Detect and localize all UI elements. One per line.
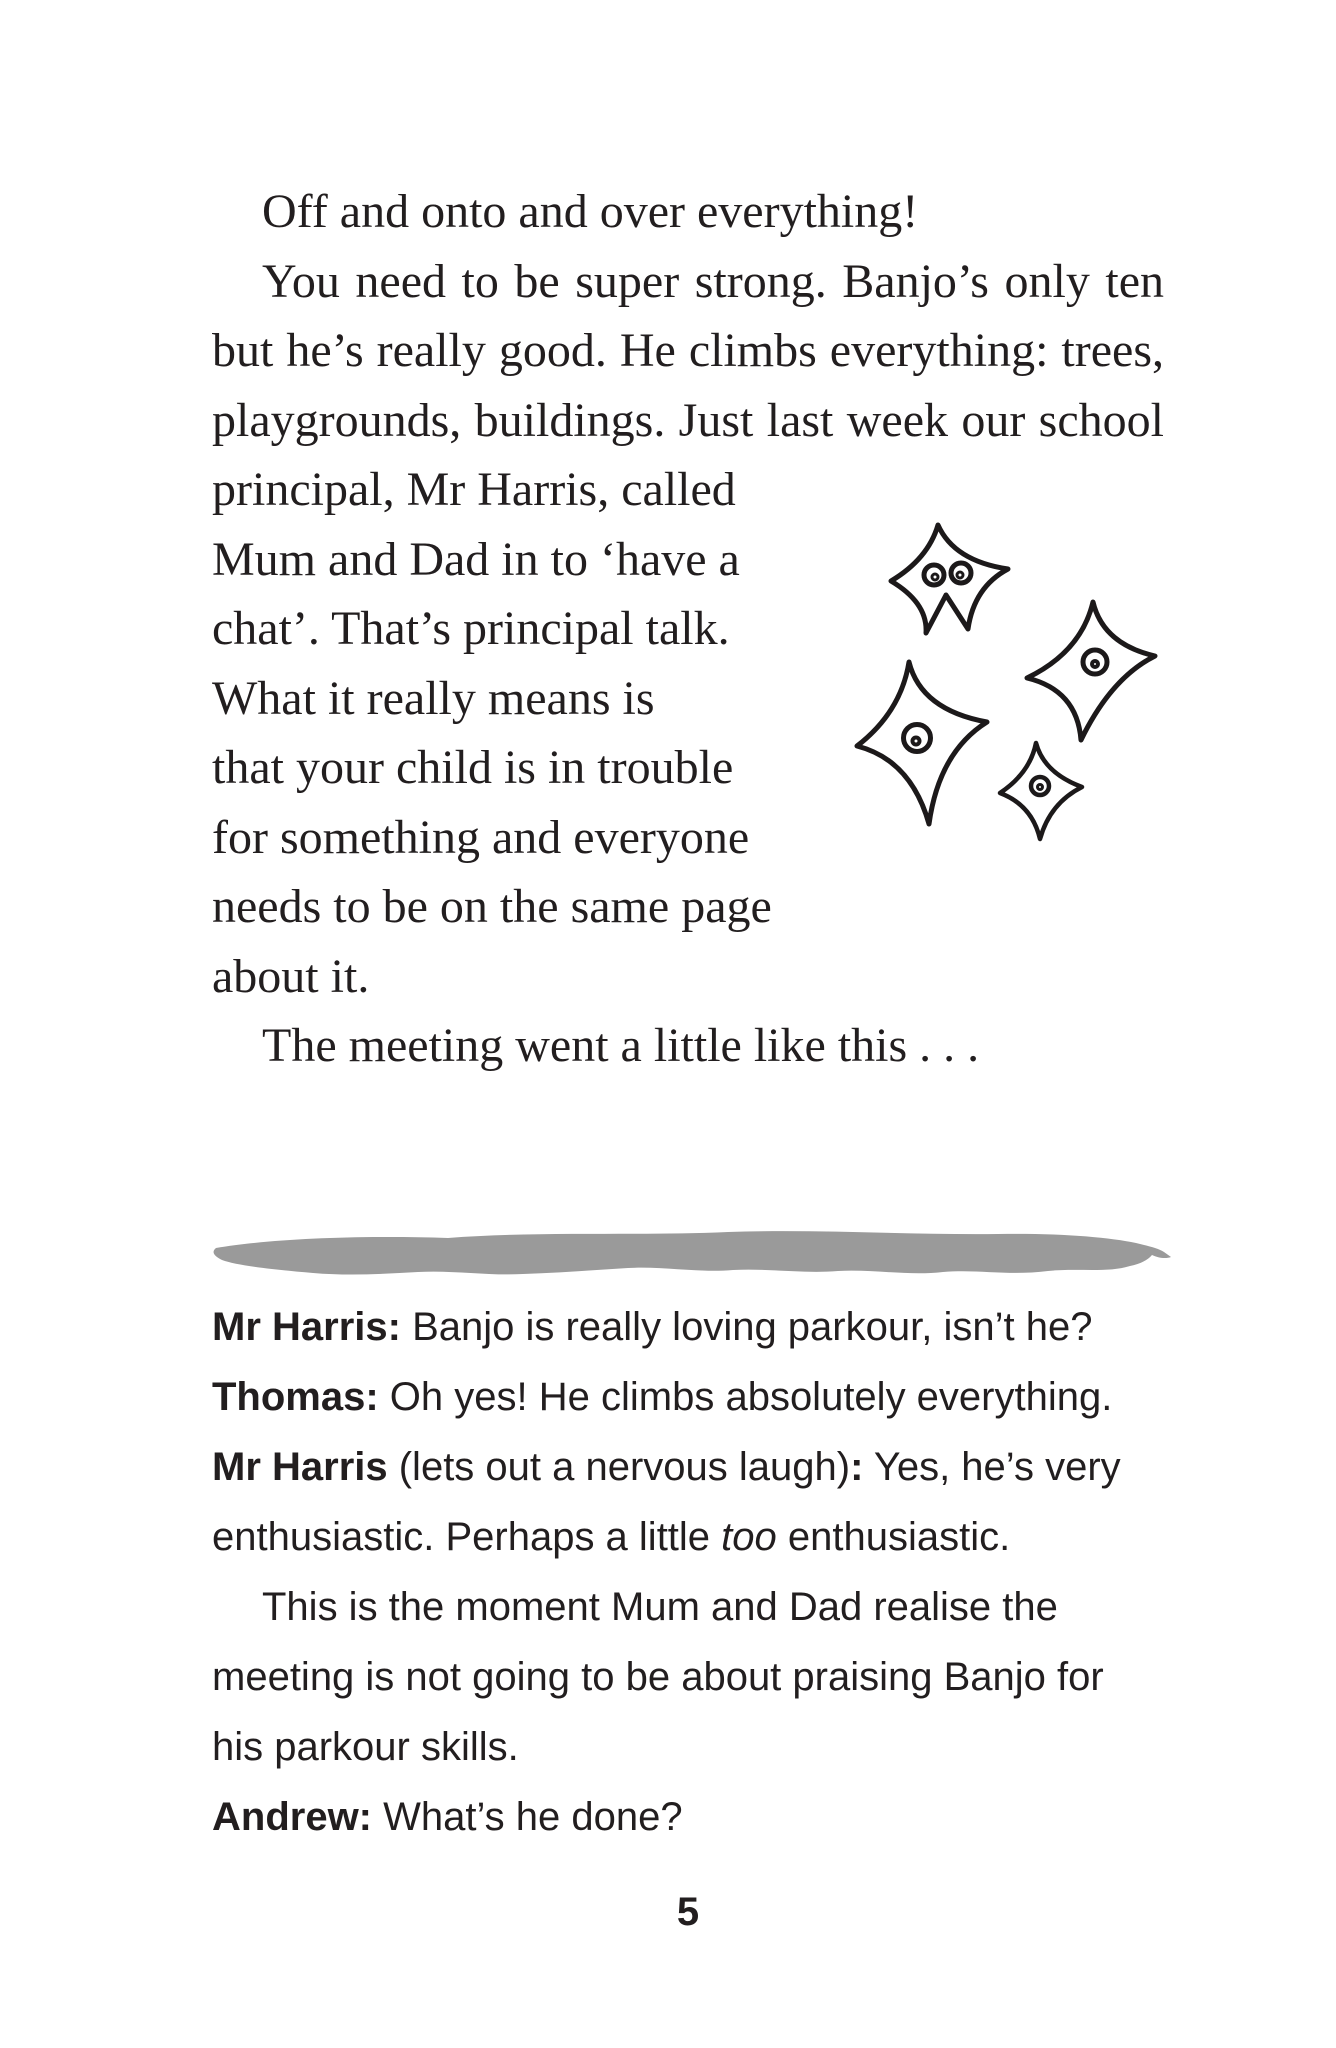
star-pupil-icon bbox=[1093, 662, 1097, 666]
dialogue-italic-text: too bbox=[721, 1515, 777, 1559]
star-pupil-icon bbox=[1039, 786, 1042, 789]
dialogue-line bbox=[212, 1502, 1164, 1572]
narrative-line: playgrounds, buildings. Just last week our school bbox=[212, 393, 1164, 447]
dialogue-line bbox=[212, 1292, 1164, 1362]
dialogue-bold-text: : bbox=[850, 1445, 864, 1489]
dialogue-line bbox=[212, 1712, 1164, 1782]
narrative-line: principal, Mr Harris, called bbox=[212, 463, 736, 516]
ninja-star-outline bbox=[891, 525, 1008, 633]
dialogue-text: Banjo is really loving parkour, isn’t he? bbox=[400, 1305, 1093, 1349]
narrative-line: about it. bbox=[212, 949, 370, 1003]
ninja-star-outline bbox=[1000, 743, 1082, 839]
narrative-line: What it really means is bbox=[212, 671, 655, 725]
narrative-line: You need to be super strong. Banjo’s only ten bbox=[262, 254, 1164, 308]
narrative-line: that your child is in trouble bbox=[212, 741, 734, 794]
dialogue-bold-text: Thomas: bbox=[212, 1375, 379, 1419]
dialogue-line bbox=[212, 1642, 1164, 1712]
dialogue-text: Oh yes! He climbs absolutely everything. bbox=[378, 1375, 1113, 1419]
brush-stroke bbox=[214, 1231, 1171, 1274]
ninja-star-top-left bbox=[891, 525, 1008, 633]
dialogue-bold-text: Mr Harris bbox=[212, 1445, 388, 1489]
narrative-line: for something and everyone bbox=[212, 810, 750, 864]
dialogue-text: enthusiastic. bbox=[776, 1515, 1011, 1559]
dialogue-line bbox=[212, 1572, 1164, 1642]
ninja-star-right bbox=[1027, 602, 1155, 740]
dialogue-text: Yes, he’s very bbox=[863, 1445, 1121, 1489]
dialogue-text: This is the moment Mum and Dad realise the bbox=[262, 1585, 1058, 1629]
dialogue-line bbox=[212, 1432, 1164, 1502]
narrative-line: needs to be on the same page bbox=[212, 880, 772, 933]
narrative-line: chat’. That’s principal talk. bbox=[212, 602, 730, 655]
dialogue-bold-text: Andrew: bbox=[212, 1795, 372, 1839]
brush-stroke-divider bbox=[208, 1226, 1173, 1278]
narrative-line: Mum and Dad in to ‘have a bbox=[212, 532, 740, 586]
star-pupil-icon bbox=[914, 739, 918, 743]
ninja-star-bottom-small bbox=[1000, 743, 1082, 839]
dialogue-section bbox=[212, 1292, 1164, 1852]
ninja-stars-illustration bbox=[850, 515, 1170, 850]
narrative-line: Off and onto and over everything! bbox=[262, 185, 919, 238]
narrative-line: but he’s really good. He climbs everything: trees, bbox=[212, 324, 1164, 377]
star-pupil-icon bbox=[959, 574, 962, 577]
narrative-line: The meeting went a little like this . . . bbox=[262, 1019, 980, 1072]
dialogue-bold-text: Mr Harris: bbox=[212, 1305, 401, 1349]
star-pupil-icon bbox=[934, 576, 937, 579]
dialogue-line bbox=[212, 1782, 1164, 1852]
ninja-star-bottom-left bbox=[857, 662, 987, 824]
dialogue-text: enthusiastic. Perhaps a little bbox=[212, 1515, 722, 1559]
dialogue-line bbox=[212, 1362, 1164, 1432]
dialogue-text: What’s he done? bbox=[372, 1795, 683, 1839]
dialogue-text: his parkour skills. bbox=[212, 1725, 519, 1769]
dialogue-text: (lets out a nervous laugh) bbox=[387, 1445, 851, 1489]
ninja-star-outline bbox=[857, 662, 987, 824]
page-number: 5 bbox=[676, 1890, 700, 1934]
dialogue-text: meeting is not going to be about praising Banjo for bbox=[212, 1655, 1104, 1699]
